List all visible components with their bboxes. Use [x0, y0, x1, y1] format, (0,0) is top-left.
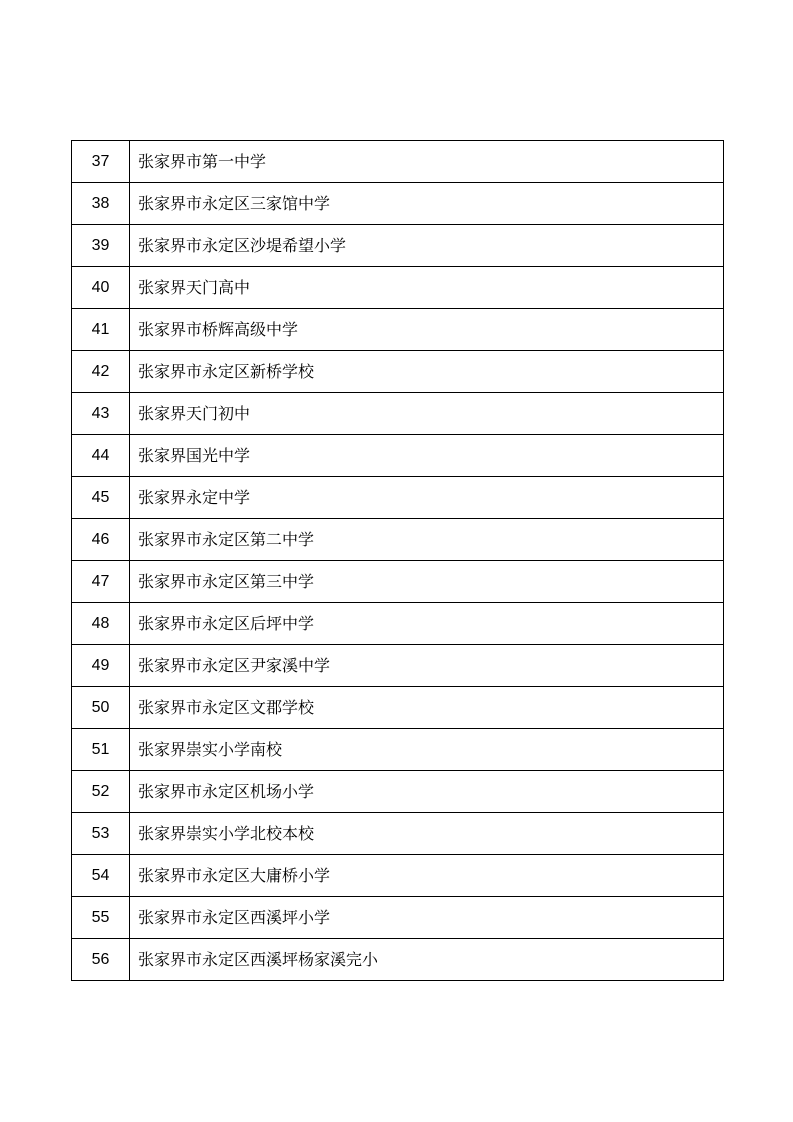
row-number: 37	[72, 141, 130, 183]
row-number: 50	[72, 687, 130, 729]
row-number: 40	[72, 267, 130, 309]
row-number: 55	[72, 897, 130, 939]
school-name: 张家界市永定区尹家溪中学	[130, 645, 724, 687]
table-row	[72, 771, 724, 813]
school-name: 张家界市永定区新桥学校	[130, 351, 724, 393]
table-row	[72, 393, 724, 435]
row-number: 42	[72, 351, 130, 393]
table-row	[72, 561, 724, 603]
school-list-table	[71, 140, 724, 981]
row-number: 47	[72, 561, 130, 603]
school-list-body	[72, 141, 724, 981]
row-number: 48	[72, 603, 130, 645]
table-row	[72, 855, 724, 897]
school-name: 张家界天门初中	[130, 393, 724, 435]
table-row	[72, 267, 724, 309]
row-number: 45	[72, 477, 130, 519]
school-name: 张家界市永定区三家馆中学	[130, 183, 724, 225]
table-row	[72, 183, 724, 225]
school-name: 张家界市永定区第三中学	[130, 561, 724, 603]
table-row	[72, 645, 724, 687]
row-number: 43	[72, 393, 130, 435]
row-number: 46	[72, 519, 130, 561]
school-name: 张家界市永定区文郡学校	[130, 687, 724, 729]
table-row	[72, 813, 724, 855]
table-row	[72, 351, 724, 393]
row-number: 52	[72, 771, 130, 813]
table-row	[72, 939, 724, 981]
table-row	[72, 897, 724, 939]
school-name: 张家界天门高中	[130, 267, 724, 309]
school-name: 张家界市桥辉高级中学	[130, 309, 724, 351]
school-name: 张家界崇实小学南校	[130, 729, 724, 771]
table-row	[72, 519, 724, 561]
school-name: 张家界市第一中学	[130, 141, 724, 183]
school-name: 张家界市永定区后坪中学	[130, 603, 724, 645]
row-number: 56	[72, 939, 130, 981]
row-number: 44	[72, 435, 130, 477]
school-name: 张家界市永定区西溪坪小学	[130, 897, 724, 939]
table-row	[72, 141, 724, 183]
table-row	[72, 729, 724, 771]
row-number: 53	[72, 813, 130, 855]
school-name: 张家界市永定区西溪坪杨家溪完小	[130, 939, 724, 981]
table-row	[72, 309, 724, 351]
row-number: 41	[72, 309, 130, 351]
school-name: 张家界崇实小学北校本校	[130, 813, 724, 855]
table-row	[72, 225, 724, 267]
school-name: 张家界永定中学	[130, 477, 724, 519]
school-name: 张家界市永定区第二中学	[130, 519, 724, 561]
table-row	[72, 477, 724, 519]
row-number: 54	[72, 855, 130, 897]
school-name: 张家界市永定区大庸桥小学	[130, 855, 724, 897]
school-name: 张家界市永定区机场小学	[130, 771, 724, 813]
table-row	[72, 603, 724, 645]
row-number: 49	[72, 645, 130, 687]
table-row	[72, 687, 724, 729]
row-number: 39	[72, 225, 130, 267]
row-number: 38	[72, 183, 130, 225]
table-row	[72, 435, 724, 477]
row-number: 51	[72, 729, 130, 771]
school-name: 张家界市永定区沙堤希望小学	[130, 225, 724, 267]
school-name: 张家界国光中学	[130, 435, 724, 477]
